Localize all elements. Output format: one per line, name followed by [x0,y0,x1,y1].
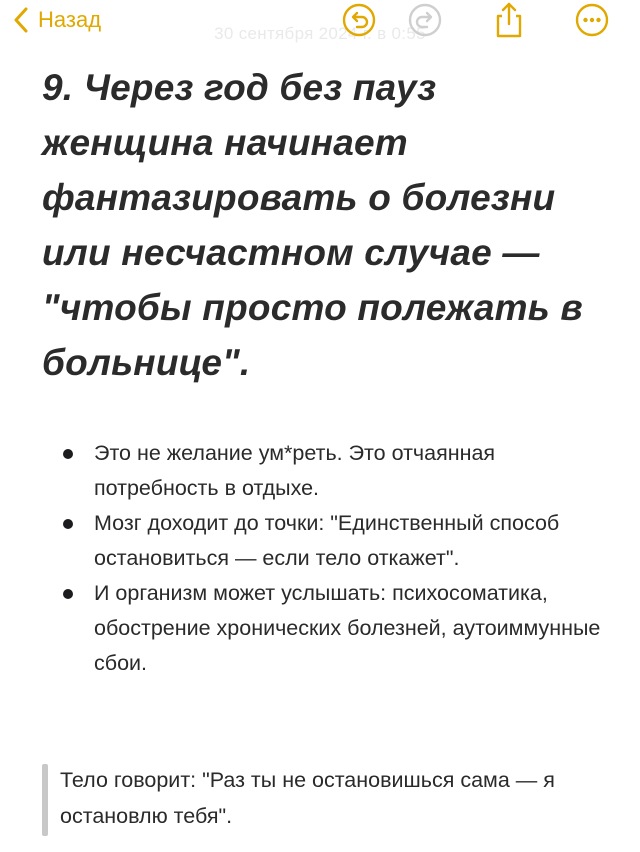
note-heading[interactable]: 9. Через год без пауз женщина начинает фантазировать о болезни или несчастном случае — "чтобы просто полежать в больнице". [42,67,583,383]
redo-icon[interactable] [407,2,443,38]
list-item[interactable] [94,576,614,681]
more-icon[interactable] [574,2,610,38]
bullet-dot-icon [63,589,73,599]
quote-text: Тело говорит: "Раз ты не остановишься сама — я остановлю тебя". [60,768,555,828]
bullet-dot-icon [63,519,73,529]
quote-bar [42,764,48,836]
undo-icon[interactable] [341,2,377,38]
list-item-text: Это не желание ум*реть. Это отчаянная потребность в отдыхе. [94,441,496,500]
list-item-text: И организм может услышать: психосоматика, обострение хронических болезней, аутоиммунные сбои. [94,581,601,675]
block-quote[interactable] [42,762,620,834]
navigation-bar [0,0,640,44]
list-item[interactable] [94,436,614,506]
bullet-list [94,436,614,681]
note-date: 30 сентября 2024 г. в 0:55 [214,24,426,43]
list-item-text: Мозг доходит до точки: "Единственный способ остановиться — если тело откажет". [94,511,560,570]
share-icon[interactable] [491,0,527,36]
bullet-dot-icon [63,449,73,459]
list-item[interactable] [94,506,614,576]
back-button-label: Назад [38,7,102,32]
